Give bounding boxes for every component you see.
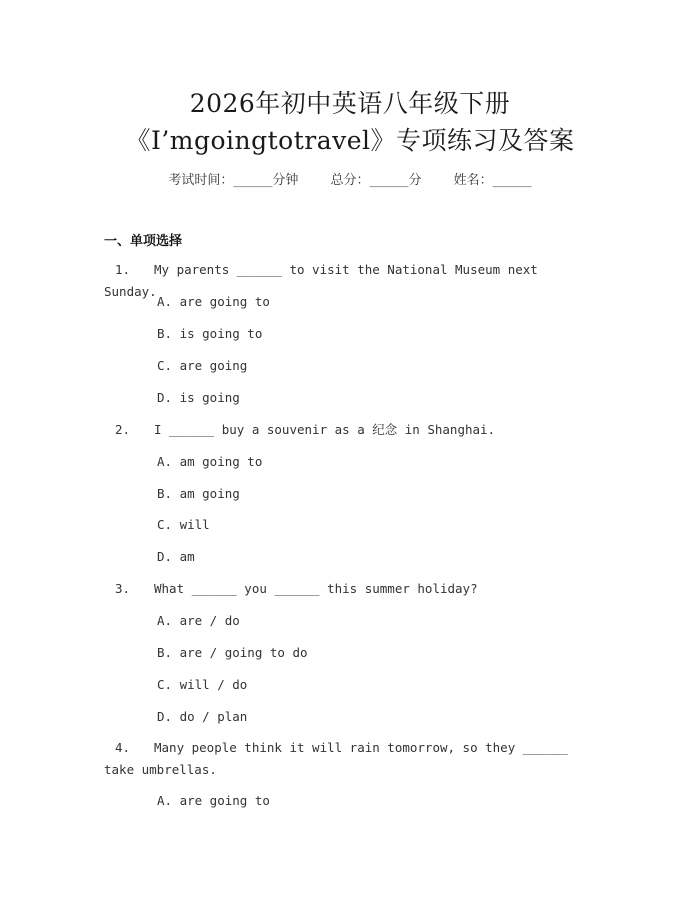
question	[104, 578, 584, 600]
option: A. are going to	[157, 294, 270, 309]
option: D. am	[157, 549, 195, 564]
option: D. do / plan	[157, 709, 248, 724]
option: A. are / do	[157, 613, 240, 628]
question	[104, 737, 574, 781]
exam-meta	[0, 169, 700, 188]
exam-time: 考试时间：______分钟	[168, 173, 299, 188]
document-title-line-1: 2026年初中英语八年级下册	[189, 89, 511, 118]
option: D. is going	[157, 390, 240, 405]
option: B. is going to	[157, 326, 263, 341]
exam-total-score: 总分：______分	[330, 173, 422, 188]
option: B. am going	[157, 486, 240, 501]
document-title-line-2: 《I’mgoingtotravel》专项练习及答案	[125, 126, 575, 155]
question-text: I ______ buy a souvenir as a 纪念 in Shanghai.	[154, 422, 496, 437]
question-text: My parents ______ to visit the National Museum next Sunday.	[104, 262, 538, 299]
question-number: 4.	[114, 740, 130, 755]
question	[104, 419, 584, 441]
section-title: 一、单项选择	[104, 234, 183, 249]
option: B. are / going to do	[157, 645, 308, 660]
option: C. will	[157, 517, 210, 532]
option: A. are going to	[157, 793, 270, 808]
question-number: 2.	[114, 422, 130, 437]
option: C. are going	[157, 358, 248, 373]
question-number: 3.	[114, 581, 130, 596]
student-name: 姓名：______	[453, 173, 532, 188]
question-text: What ______ you ______ this summer holiday?	[154, 581, 478, 596]
question-text: Many people think it will rain tomorrow, so they ______ take umbrellas.	[104, 740, 568, 777]
question-number: 1.	[114, 262, 130, 277]
option: C. will / do	[157, 677, 248, 692]
option: A. am going to	[157, 454, 263, 469]
